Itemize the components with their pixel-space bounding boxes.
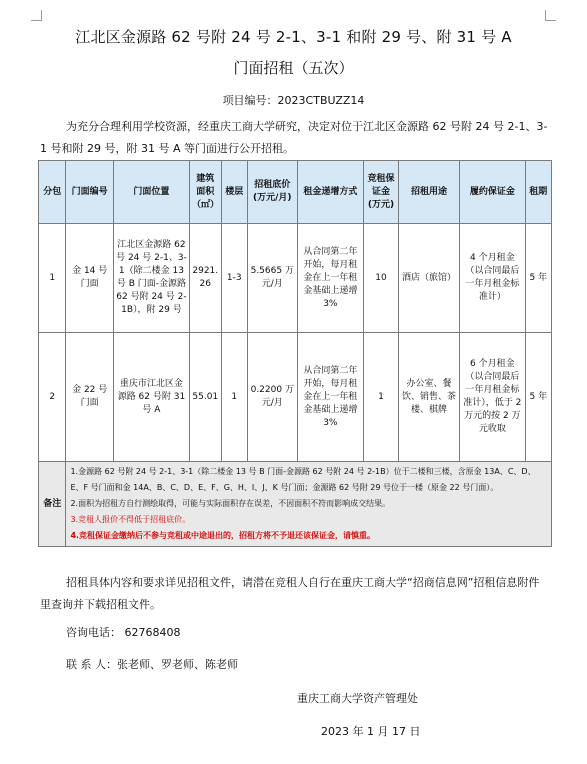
header-performance-bond: 履约保证金 xyxy=(460,161,525,224)
note-item: 1.金源路 62 号附 24 号 2-1、3-1（除二楼金 13 号 B 门面-金源路 62 号附 24 号 2-1B）位于二楼和三楼，含原金 13A、C、D、E、F 号门面和金 14A、B、C、D、E、F、G、H、I、J、K 号门面；金源路 62 号附 29 号位于一楼（原金 22 号门面）。 xyxy=(70,467,536,492)
cell-use: 办公室、餐饮、销售、茶楼、棋牌 xyxy=(398,333,459,462)
table-header-row xyxy=(39,161,552,224)
contact-phone: 咨询电话： 62768408 xyxy=(66,626,181,639)
cell-lot: 1 xyxy=(39,224,66,333)
cell-use: 酒店（旅馆） xyxy=(398,224,459,333)
header-area: 建筑面积（㎡） xyxy=(189,161,221,224)
note-item-warning: 3.竞租人报价不得低于招租底价。 xyxy=(70,515,191,524)
header-price: 招租底价(万元/月) xyxy=(247,161,297,224)
lease-table xyxy=(38,160,552,547)
cell-increase: 从合同第二年开始，每月租金在上一年租金基础上递增 3% xyxy=(297,224,364,333)
cell-unit-no: 金 22 号门面 xyxy=(66,333,114,462)
cell-deposit: 10 xyxy=(364,224,399,333)
note-item: 2.面积为招租方自行测绘取得，可能与实际面积存在误差，不因面积不符而影响成交结果。 xyxy=(70,499,391,508)
header-unit-no: 门面编号 xyxy=(66,161,114,224)
cell-deposit: 1 xyxy=(364,333,399,462)
document-title-line1: 江北区金源路 62 号附 24 号 2-1、3-1 和附 29 号、附 31 号 A xyxy=(75,28,512,46)
cell-price: 0.2200 万元/月 xyxy=(247,333,297,462)
intro-paragraph: 为充分合理利用学校资源，经重庆工商大学研究，决定对位于江北区金源路 62 号附 24 号 2-1、3-1 号和附 29 号，附 31 号 A 等门面进行公开招租。 xyxy=(40,120,548,155)
header-floor: 楼层 xyxy=(221,161,247,224)
cell-performance-bond: 6 个月租金（以合同最后一年月租金标准计），低于 2 万元的按 2 万元收取 xyxy=(460,333,525,462)
header-increase: 租金递增方式 xyxy=(297,161,364,224)
cell-lot: 2 xyxy=(39,333,66,462)
header-lot: 分包 xyxy=(39,161,66,224)
cell-location: 重庆市江北区金源路 62 号附 31 号 A xyxy=(113,333,189,462)
cell-term: 5 年 xyxy=(525,333,551,462)
cell-price: 5.5665 万元/月 xyxy=(247,224,297,333)
cell-floor: 1-3 xyxy=(221,224,247,333)
notes-label: 备注 xyxy=(39,462,66,547)
table-row xyxy=(39,333,552,462)
page-corner-mark-right xyxy=(545,10,556,21)
cell-term: 5 年 xyxy=(525,224,551,333)
table-notes-row xyxy=(39,462,552,547)
contact-persons: 联 系 人：张老师、罗老师、陈老师 xyxy=(66,658,238,671)
details-paragraph: 招租具体内容和要求详见招租文件，请潜在竞租人自行在重庆工商大学“招商信息网”招租信息附件里查询并下载招租文件。 xyxy=(40,576,540,611)
cell-floor: 1 xyxy=(221,333,247,462)
notes-cell xyxy=(66,462,552,547)
issuing-organization: 重庆工商大学资产管理处 xyxy=(297,692,418,705)
note-item-warning: 4.竞租保证金缴纳后不参与竞租或中途退出的，招租方将不予退还该保证金，请慎重。 xyxy=(70,531,376,540)
document-title-line2: 门面招租（五次） xyxy=(233,59,354,77)
cell-area: 2921.26 xyxy=(189,224,221,333)
cell-area: 55.01 xyxy=(189,333,221,462)
project-number: 项目编号：2023CTBUZZ14 xyxy=(222,94,365,107)
header-term: 租期 xyxy=(525,161,551,224)
cell-performance-bond: 4 个月租金（以合同最后一年月租金标准计） xyxy=(460,224,525,333)
cell-unit-no: 金 14 号门面 xyxy=(66,224,114,333)
page-corner-mark-left xyxy=(31,10,42,21)
issue-date: 2023 年 1 月 17 日 xyxy=(321,725,421,738)
cell-increase: 从合同第二年开始，每月租金在上一年租金基础上递增 3% xyxy=(297,333,364,462)
header-use: 招租用途 xyxy=(398,161,459,224)
header-location: 门面位置 xyxy=(113,161,189,224)
table-row xyxy=(39,224,552,333)
header-deposit: 竞租保证金(万元) xyxy=(364,161,399,224)
cell-location: 江北区金源路 62 号 24 号 2-1、3-1（除二楼金 13 号 B 门面-金源路 62 号附 24 号 2-1B），附 29 号 xyxy=(113,224,189,333)
